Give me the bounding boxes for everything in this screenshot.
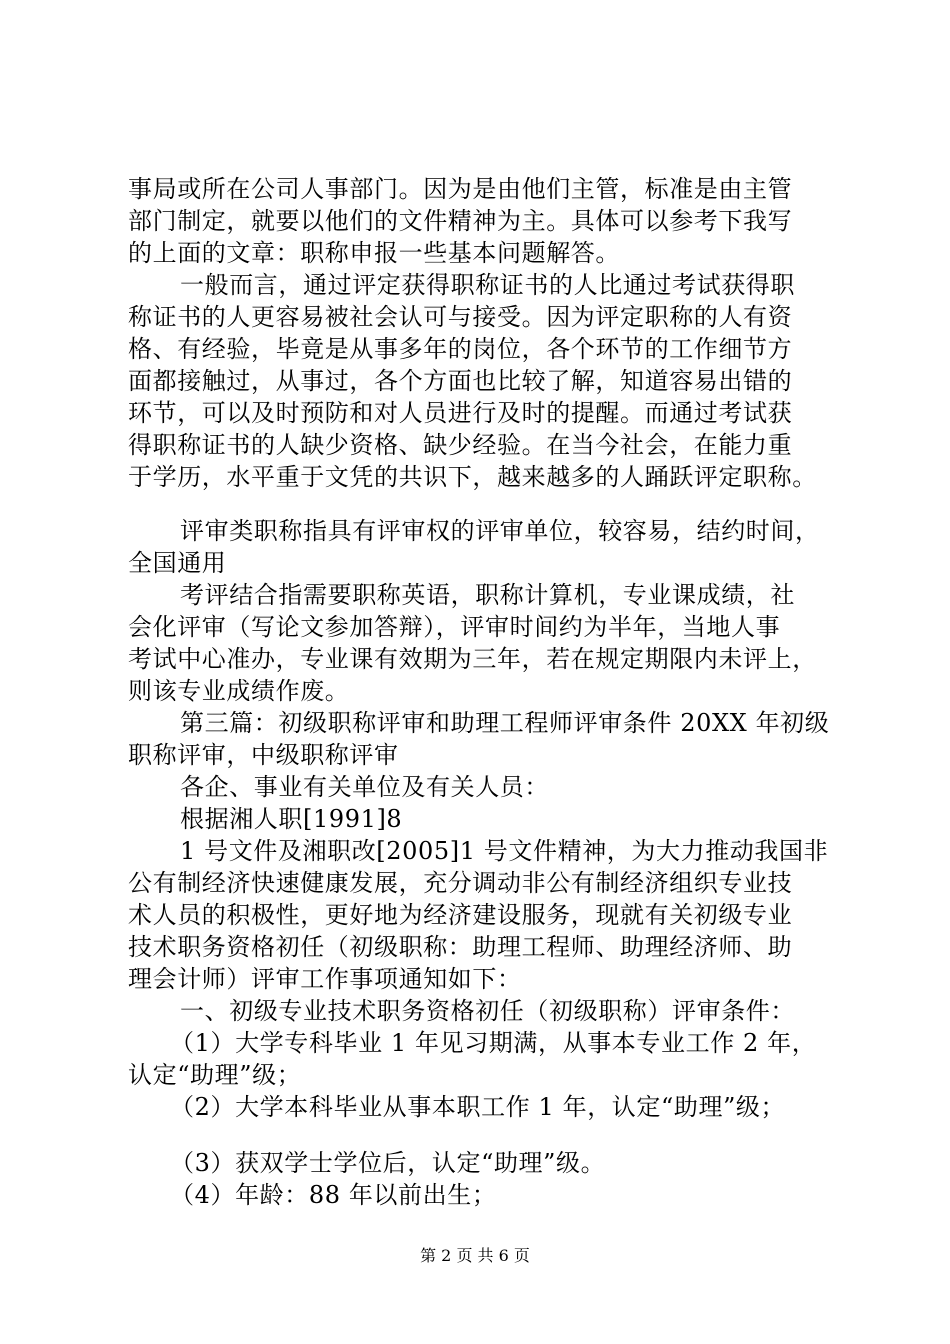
text-line: 称证书的人更容易被社会认可与接受。因为评定职称的人有资: [128, 303, 793, 331]
page-footer: 第 2 页 共 6 页: [420, 1246, 530, 1265]
paragraph-first-line: 1 号文件及湘职改[2005]1 号文件精神，为大力推动我国非: [180, 837, 829, 865]
list-item: （1）大学专科毕业 1 年见习期满，从事本专业工作 2 年，: [170, 1029, 817, 1057]
section-heading: 第三篇：初级职称评审和助理工程师评审条件 20XX 年初级: [180, 709, 830, 737]
paragraph-first-line: 考评结合指需要职称英语，职称计算机，专业课成绩，社: [180, 581, 795, 609]
text-line: 的上面的文章：职称申报一些基本问题解答。: [128, 239, 620, 267]
text-line: 全国通用: [128, 549, 227, 577]
text-line: 环节，可以及时预防和对人员进行及时的提醒。而通过考试获: [128, 399, 793, 427]
text-line: 考试中心准办，专业课有效期为三年，若在规定期限内未评上，: [128, 645, 817, 673]
text-line: 格、有经验，毕竟是从事多年的岗位，各个环节的工作细节方: [128, 335, 793, 363]
list-item: （2）大学本科毕业从事本职工作 1 年，认定“助理”级；: [170, 1093, 786, 1121]
text-line: 理会计师）评审工作事项通知如下：: [128, 965, 522, 993]
text-line: 职称评审，中级职称评审: [128, 741, 399, 769]
paragraph-first-line: 根据湘人职[1991]8: [180, 805, 403, 833]
text-line: 认定“助理”级；: [128, 1061, 302, 1089]
text-line: 部门制定，就要以他们的文件精神为主。具体可以参考下我写: [128, 207, 793, 235]
text-line: 技术职务资格初任（初级职称：助理工程师、助理经济师、助: [128, 933, 793, 961]
list-heading: 一、初级专业技术职务资格初任（初级职称）评审条件：: [180, 997, 795, 1025]
list-item: （3）获双学士学位后，认定“助理”级。: [170, 1149, 606, 1177]
salutation: 各企、事业有关单位及有关人员：: [180, 773, 549, 801]
text-line: 于学历，水平重于文凭的共识下，越来越多的人踊跃评定职称。: [128, 463, 817, 491]
text-line: 得职称证书的人缺少资格、缺少经验。在当今社会，在能力重: [128, 431, 793, 459]
text-line: 会化评审（写论文参加答辩），评审时间约为半年，当地人事: [128, 613, 781, 641]
paragraph-first-line: 评审类职称指具有评审权的评审单位，较容易，结约时间，: [180, 517, 820, 545]
text-line: 公有制经济快速健康发展，充分调动非公有制经济组织专业技: [128, 869, 793, 897]
list-item: （4）年龄：88 年以前出生；: [170, 1181, 497, 1209]
text-line: 则该专业成绩作废。: [128, 677, 350, 705]
text-line: 事局或所在公司人事部门。因为是由他们主管，标准是由主管: [128, 175, 793, 203]
paragraph-first-line: 一般而言，通过评定获得职称证书的人比通过考试获得职: [180, 271, 795, 299]
text-line: 术人员的积极性，更好地为经济建设服务，现就有关初级专业: [128, 901, 793, 929]
text-line: 面都接触过，从事过，各个方面也比较了解，知道容易出错的: [128, 367, 793, 395]
